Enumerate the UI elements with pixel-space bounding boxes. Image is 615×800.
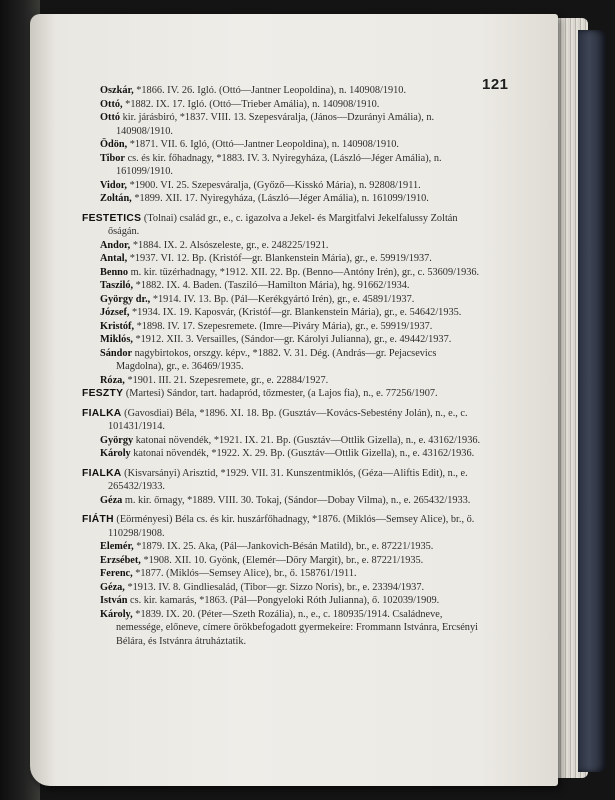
book-cover [578,30,606,772]
family-heading: FIALKA (Kisvarsányi) Arisztid, *1929. VII. 31. Kunszentmiklós, (Géza—Aliftis Edit), n., e. 265432/1933. [82,467,468,492]
list-item: Tasziló, *1882. IX. 4. Baden. (Tasziló—Hamilton Mária), hg. 91662/1934. [100,280,410,291]
list-item: István cs. kir. kamarás, *1863. (Pál—Pongyeloki Róth Julianna), ő. 102039/1909. [100,595,440,606]
list-item: Ferenc, *1877. (Miklós—Semsey Alice), br., ő. 158761/1911. [100,568,357,579]
list-item: György dr., *1914. IV. 13. Bp. (Pál—Kerékgyártó Irén), gr., e. 45891/1937. [100,293,415,305]
family-heading: FIALKA (Gavosdiai) Béla, *1896. XI. 18. Bp. (Gusztáv—Kovács-Sebestény Jolán), n., e., c. 101431/1914. [82,407,468,432]
list-item: József, *1934. IX. 19. Kaposvár, (Kristóf—gr. Blankenstein Mária), gr., e. 54642/1935. [100,307,462,318]
page-number: 121 [482,76,509,93]
list-item: Antal, *1937. VI. 12. Bp. (Kristóf—gr. Blankenstein Mária), gr., e. 59919/1937. [100,253,432,264]
list-item: Kristóf, *1898. IV. 17. Szepesremete. (Imre—Piváry Mária), gr., e. 59919/1937. [100,320,433,332]
family-heading: FESZTY (Martesi) Sándor, tart. hadapród, tőzmester, (a Lajos fia), n., e. 77256/1907. [82,388,438,399]
list-item: Ödön, *1871. VII. 6. Igló, (Ottó—Jantner Leopoldina), n. 140908/1910. [100,139,399,150]
list-item: Ottó kir. járásbiró, *1837. VIII. 13. Szepesváralja, (János—Dzurányi Amália), n. 140908/1910. [100,112,435,137]
list-item: Sándor nagybirtokos, orszgy. képv., *1882. V. 31. Dég. (András—gr. Pejacsevics Magdolna), gr., e. 36469/1935. [100,347,437,372]
list-item: Vidor, *1900. VI. 25. Szepesváralja, (Győző—Kisskó Mária), n. 92808/1911. [100,179,421,191]
family-heading: FESTETICS (Tolnai) család gr., e., c. igazolva a Jekel- és Margitfalvi Jekelfalussy Zoltán őságán. [82,212,458,237]
list-item: Ottó, *1882. IX. 17. Igló. (Ottó—Trieber Amália), n. 140908/1910. [100,98,380,110]
list-item: Zoltán, *1899. XII. 17. Nyiregyháza, (László—Jéger Amália), n. 161099/1910. [100,193,429,204]
entry-list [82,84,482,648]
list-item: Róza, *1901. III. 21. Szepesremete, gr., e. 22884/1927. [100,374,329,386]
list-item: Oszkár, *1866. IV. 26. Igló. (Ottó—Jantner Leopoldina), n. 140908/1910. [100,85,407,96]
list-item: Károly katonai növendék, *1922. X. 29. Bp. (Gusztáv—Ottlik Gizella), n., e. 43162/1936. [100,448,475,459]
list-item: Erzsébet, *1908. XII. 10. Gyönk, (Elemér—Döry Margit), br., e. 87221/1935. [100,554,424,566]
list-item: Miklós, *1912. XII. 3. Versailles, (Sándor—gr. Károlyi Julianna), gr., e. 49442/1937. [100,334,452,345]
list-item: Károly, *1839. IX. 20. (Péter—Szeth Rozália), n., e., c. 180935/1914. Családneve, nemessége, előneve, címere örökbefogadott gyermekeire: Frommann Istvánra, Ercsényi Bélára, és Istvánra átruháztatik. [100,608,478,647]
list-item: Géza, *1913. IV. 8. Gindliesalád, (Tibor—gr. Sizzo Noris), br., e. 23394/1937. [100,581,425,593]
family-heading: FIÁTH (Eörményesi) Béla cs. és kir. huszárfőhadnagy, *1876. (Miklós—Semsey Alice), br., ő. 110298/1908. [82,514,475,539]
list-item: Tibor cs. és kir. főhadnagy, *1883. IV. 3. Nyiregyháza, (László—Jéger Amália), n. 161099/1910. [100,152,442,177]
list-item: Géza m. kir. őrnagy, *1889. VIII. 30. Tokaj, (Sándor—Dobay Vilma), n., e. 265432/1933. [100,494,471,506]
list-item: Elemér, *1879. IX. 25. Aka, (Pál—Jankovich-Bésán Matild), br., e. 87221/1935. [100,541,434,552]
list-item: Andor, *1884. IX. 2. Alsószeleste, gr., e. 248225/1921. [100,239,329,251]
list-item: Benno m. kir. tüzérhadnagy, *1912. XII. 22. Bp. (Benno—Antóny Irén), gr., c. 53609/1936. [100,266,480,278]
list-item: György katonai növendék, *1921. IX. 21. Bp. (Gusztáv—Ottlik Gizella), n., e. 43162/1936. [100,434,481,446]
